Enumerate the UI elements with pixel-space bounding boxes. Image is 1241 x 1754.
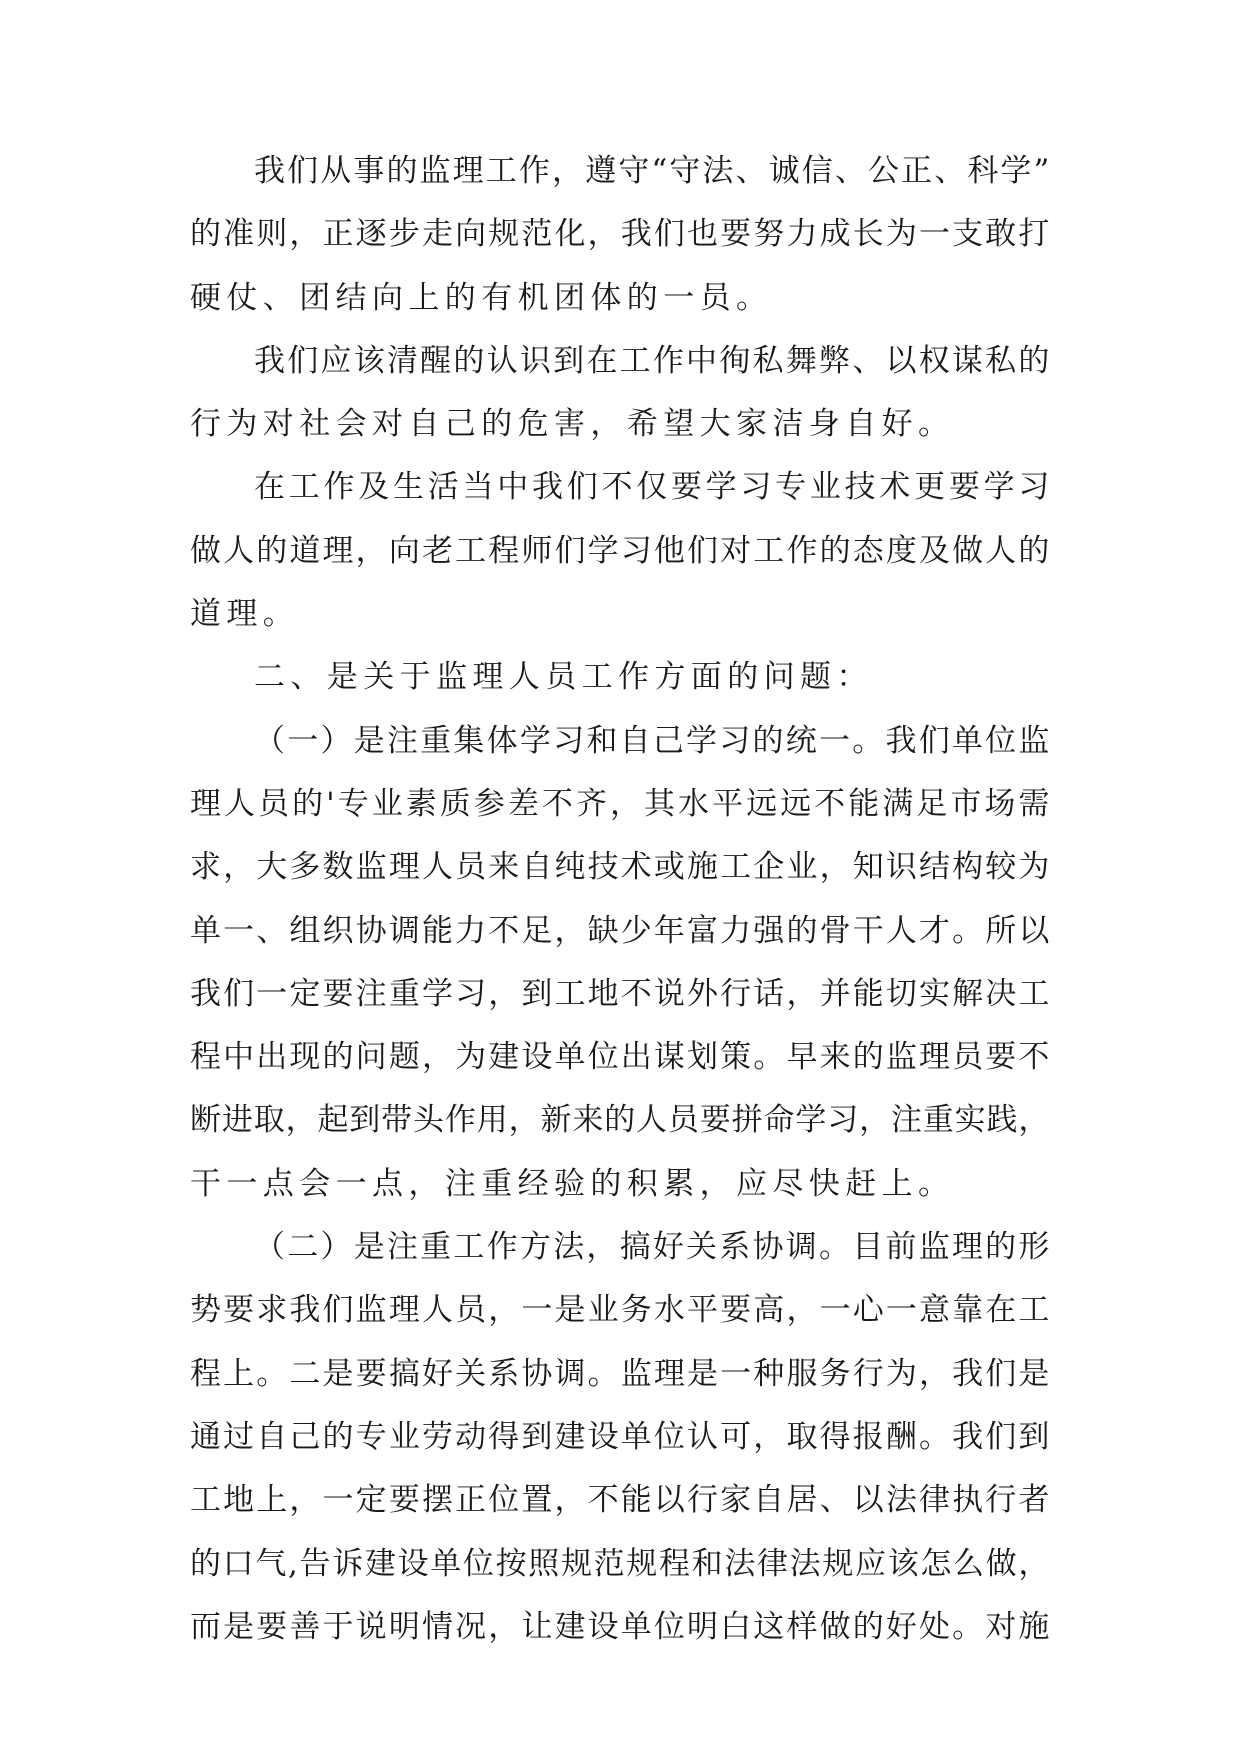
text-line: 我们应该清醒的认识到在工作中徇私舞弊、以权谋私的 <box>254 342 1050 379</box>
text-line: 做人的道理，向老工程师们学习他们对工作的态度及做人的 <box>190 532 1050 569</box>
text-line: 我们从事的监理工作，遵守“守法、诚信、公正、科学” <box>254 153 1050 189</box>
text-line: 二、是关于监理人员工作方面的问题： <box>254 659 873 696</box>
text-line: 的口气,告诉建设单位按照规范规程和法律法规应该怎么做， <box>190 1545 1050 1582</box>
text-line: 势要求我们监理人员，一是业务水平要高，一心一意靠在工 <box>190 1292 1050 1329</box>
text-line: 行为对社会对自己的危害，希望大家洁身自好。 <box>190 406 955 443</box>
text-line: 程中出现的问题，为建设单位出谋划策。早来的监理员要不 <box>190 1039 1050 1076</box>
text-line: 程上。二是要搞好关系协调。监理是一种服务行为，我们是 <box>190 1355 1050 1392</box>
text-line: 断进取，起到带头作用，新来的人员要拼命学习，注重实践， <box>190 1102 1050 1139</box>
text-line: 我们一定要注重学习，到工地不说外行话，并能切实解决工 <box>190 975 1050 1012</box>
text-line: （一）是注重集体学习和自己学习的统一。我们单位监 <box>254 722 1050 759</box>
text-line: 理人员的'专业素质参差不齐，其水平远远不能满足市场需 <box>190 785 1050 822</box>
text-line: 而是要善于说明情况，让建设单位明白这样做的好处。对施 <box>190 1608 1050 1645</box>
text-line: 干一点会一点，注重经验的积累，应尽快赶上。 <box>190 1165 955 1202</box>
text-line: 的准则，正逐步走向规范化，我们也要努力成长为一支敢打 <box>190 216 1050 253</box>
text-line: 工地上，一定要摆正位置，不能以行家自居、以法律执行者 <box>190 1482 1050 1519</box>
text-line: 在工作及生活当中我们不仅要学习专业技术更要学习 <box>254 469 1050 506</box>
text-line: （二）是注重工作方法，搞好关系协调。目前监理的形 <box>254 1229 1050 1266</box>
text-line: 单一、组织协调能力不足，缺少年富力强的骨干人才。所以 <box>190 912 1050 949</box>
text-line: 通过自己的专业劳动得到建设单位认可，取得报酬。我们到 <box>190 1418 1050 1455</box>
text-line: 求，大多数监理人员来自纯技术或施工企业，知识结构较为 <box>190 849 1050 886</box>
document-page <box>190 140 1050 1659</box>
text-line: 硬仗、团结向上的有机团体的一员。 <box>190 279 773 316</box>
text-line: 道理。 <box>190 596 300 633</box>
